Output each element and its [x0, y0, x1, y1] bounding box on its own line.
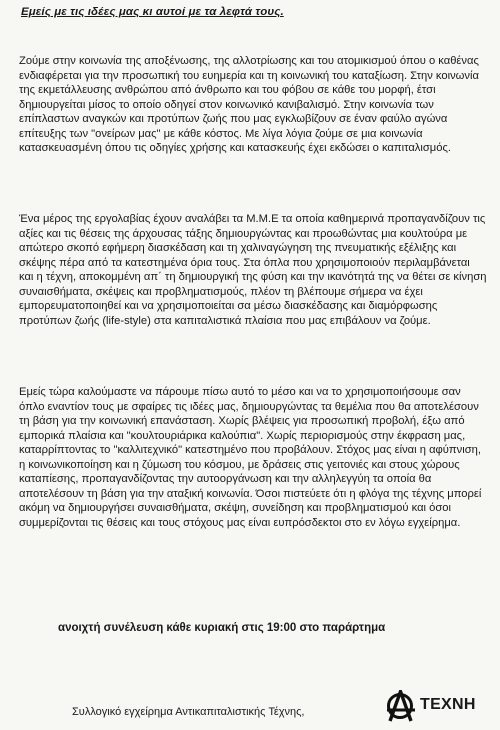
logo-text: ΤΕΧΝΗ [420, 696, 476, 713]
circled-a-anarchy-icon [384, 690, 418, 722]
footer-signature: Συλλογικό εγχείρημα Αντικαπιταλιστικής Τέχνης, [72, 706, 305, 718]
paragraph-2: Ένα μέρος της εργολαβίας έχουν αναλάβει τα Μ.Μ.Ε τα οποία καθημερινά προπαγανδίζουν τις αξίες και τις θέσεις της άρχουσας τάξης δημιουργώντας και προωθώντας μια κουλτούρα με απώτερο σκοπό εφήμερη διασκέδαση και τη χαλιναγώγηση της πνευματικής εξέλιξης και σκέψης πέρα από τα κατεστημένα όρια τους. Στα όπλα που χρησιμοποιούν περιλαμβάνεται και η τέχνη, αποκομμένη απ΄ τη δημιουργική της φύση και την ικανότητά της να θέτει σε κίνηση συναισθήματα, σκέψεις και προβληματισμούς, πλέον τη βλέπουμε σήμερα να έχει εμπορευματοποιηθεί και να χρησιμοποιείται σα μέσω διασκέδασης και διαμόρφωσης προτύπων ζωής (life-style) στα καπιταλιστικά πλαίσια που μας επιβάλουν να ζούμε. [19, 213, 487, 327]
flyer-title: Εμείς με τις ιδέες μας κι αυτοί με τα λεφτά τους. [21, 6, 284, 18]
texni-logo [384, 688, 494, 722]
paragraph-1: Ζούμε στην κοινωνία της αποξένωσης, της αλλοτρίωσης και του ατομικισμού όπου ο καθένας ενδιαφέρεται για την προσωπική του ευημερία και τη κοινωνική του καταξίωση. Στην κοινωνία της εκμετάλλευσης ανθρώπου από άνθρωπο και του φόβου σε κάθε του μορφή, έτσι δημιουργείται μίσος το οποίο οδηγεί στον κοινωνικό κανιβαλισμό. Στην κοινωνία των επίπλαστων αναγκών και προτύπων ζωής που μας εγκλωβίζουν σε έναν φαύλο αγώνα επίτευξης των "ονείρων μας" με κάθε κόστος. Με λίγα λόγια ζούμε σε μια κοινωνία κατασκευασμένη όπου τις οδηγίες χρήσης και κατασκευής έχει εκδώσει ο καπιταλισμός. [19, 55, 479, 154]
paragraph-3: Εμείς τώρα καλούμαστε να πάρουμε πίσω αυτό το μέσο και να το χρησιμοποιήσουμε σαν όπλο εναντίον τους με σφαίρες τις ιδέες μας, δημιουργώντας τα θεμέλια που θα αποτελέσουν τη βάση για την κοινωνική επανάσταση. Χωρίς βλέψεις για προσωπική προβολή, έξω από εμπορικά πλαίσια και "κουλτουριάρικα καλούπια". Χωρίς περιορισμούς στην έκφραση μας, καταρρίπτοντας το "καλλιτεχνικό" κατεστημένο που προβάλουν. Στόχος μας είναι η αφύπνιση, η κοινωνικοποίηση και η ζύμωση του κόσμου, με δράσεις στις γειτονιές και στους χώρους καταπίεσης, προπαγανδίζοντας την αυτοοργάνωση και την αλληλεγγύη τα οποία θα αποτελέσουν τη βάση για την αταξική κοινωνία. Όσοι πιστεύετε ότι η φλόγα της τέχνης μπορεί ακόμη να δημιουργήσει συναισθήματα, σκέψη, συνείδηση και προβληματισμού και όσοι συμμερίζονται τις θέσεις και τους στόχους μας είναι ευπρόσδεκτοι στο εν λόγω εγχείρημα. [19, 386, 482, 529]
assembly-announcement: ανοιχτή συνέλευση κάθε κυριακή στις 19:00 στο παράρτημα [58, 622, 386, 634]
